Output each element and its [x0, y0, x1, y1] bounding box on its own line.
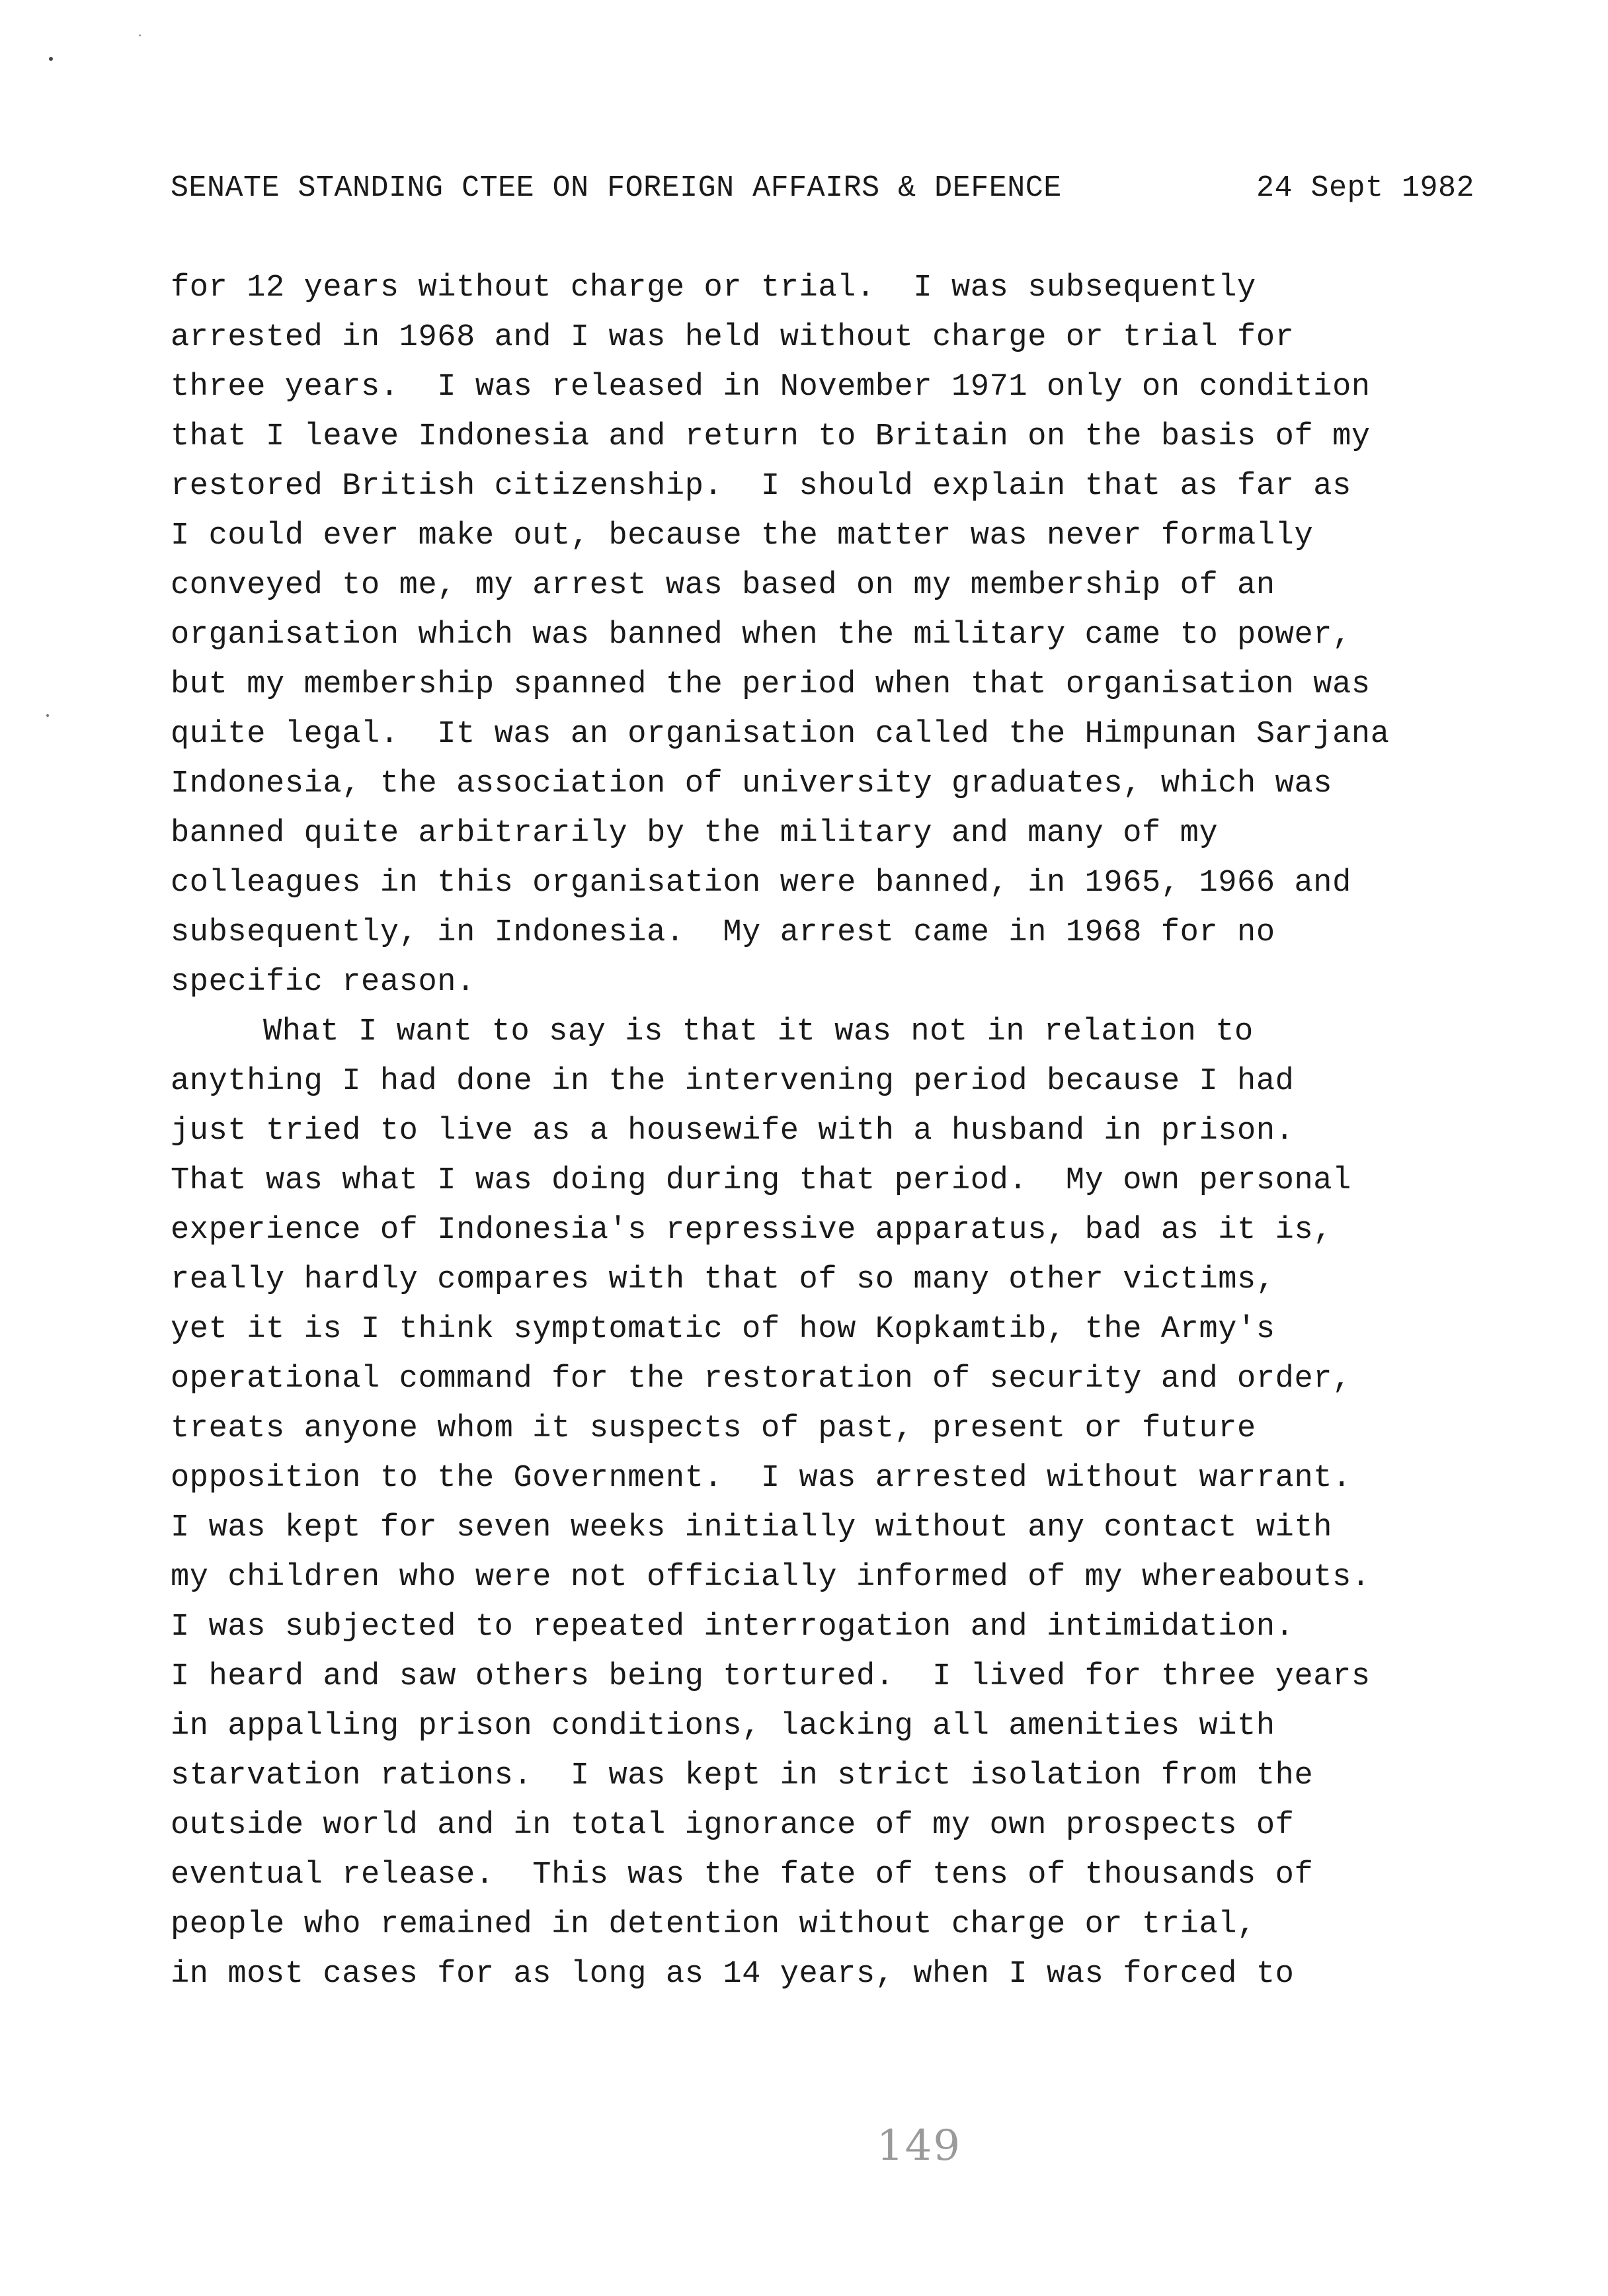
text-line: quite legal. It was an organisation called the Himpunan Sarjana — [171, 717, 1390, 752]
text-line: eventual release. This was the fate of tens of thousands of — [171, 1858, 1314, 1893]
text-line: really hardly compares with that of so many other victims, — [171, 1262, 1275, 1297]
paragraph — [171, 1007, 1480, 1999]
page-header — [171, 169, 1474, 208]
text-line: treats anyone whom it suspects of past, present or future — [171, 1411, 1256, 1446]
transcript-body — [171, 263, 1480, 1999]
text-line: banned quite arbitrarily by the military and many of my — [171, 816, 1219, 851]
text-line: starvation rations. I was kept in strict isolation from the — [171, 1758, 1314, 1793]
scan-speck — [49, 57, 53, 61]
header-title: SENATE STANDING CTEE ON FOREIGN AFFAIRS & DEFENCE — [171, 171, 1062, 205]
text-line: subsequently, in Indonesia. My arrest came in 1968 for no — [171, 915, 1275, 950]
text-line: organisation which was banned when the military came to power, — [171, 618, 1351, 653]
text-line: I was subjected to repeated interrogation and intimidation. — [171, 1610, 1295, 1645]
text-line: for 12 years without charge or trial. I was subsequently — [171, 270, 1256, 306]
text-line: That was what I was doing during that period. My own personal — [171, 1163, 1351, 1198]
text-line: I was kept for seven weeks initially without any contact with — [171, 1510, 1333, 1545]
text-line: I could ever make out, because the matter was never formally — [171, 518, 1314, 554]
text-line: in most cases for as long as 14 years, when I was forced to — [171, 1957, 1295, 1992]
text-line: that I leave Indonesia and return to Britain on the basis of my — [171, 419, 1371, 454]
text-line: experience of Indonesia's repressive apparatus, bad as it is, — [171, 1213, 1333, 1248]
text-line: opposition to the Government. I was arrested without warrant. — [171, 1461, 1351, 1496]
text-line: in appalling prison conditions, lacking all amenities with — [171, 1709, 1275, 1744]
text-line: arrested in 1968 and I was held without charge or trial for — [171, 320, 1295, 355]
text-line: people who remained in detention without charge or trial, — [171, 1907, 1256, 1942]
scan-speck — [139, 34, 141, 36]
scan-speck — [46, 714, 49, 717]
text-line: conveyed to me, my arrest was based on my membership of an — [171, 568, 1275, 603]
text-line: three years. I was released in November 1971 only on condition — [171, 370, 1371, 405]
text-line: I heard and saw others being tortured. I lived for three years — [171, 1659, 1371, 1694]
page-number: 149 — [876, 2121, 962, 2170]
text-line: my children who were not officially informed of my whereabouts. — [171, 1560, 1371, 1595]
text-line: anything I had done in the intervening period because I had — [171, 1064, 1295, 1099]
text-line: just tried to live as a housewife with a husband in prison. — [171, 1114, 1295, 1149]
text-line: operational command for the restoration of security and order, — [171, 1362, 1351, 1397]
text-line: outside world and in total ignorance of my own prospects of — [171, 1808, 1295, 1843]
text-line: restored British citizenship. I should explain that as far as — [171, 469, 1351, 504]
header-date: 24 Sept 1982 — [1256, 171, 1474, 205]
text-line: Indonesia, the association of university graduates, which was — [171, 766, 1333, 801]
text-line: colleagues in this organisation were banned, in 1965, 1966 and — [171, 866, 1351, 901]
text-line: What I want to say is that it was not in relation to — [263, 1014, 1254, 1049]
text-line: yet it is I think symptomatic of how Kopkamtib, the Army's — [171, 1312, 1275, 1347]
text-line: but my membership spanned the period when that organisation was — [171, 667, 1371, 702]
paragraph — [171, 263, 1480, 1007]
text-line: specific reason. — [171, 965, 475, 1000]
